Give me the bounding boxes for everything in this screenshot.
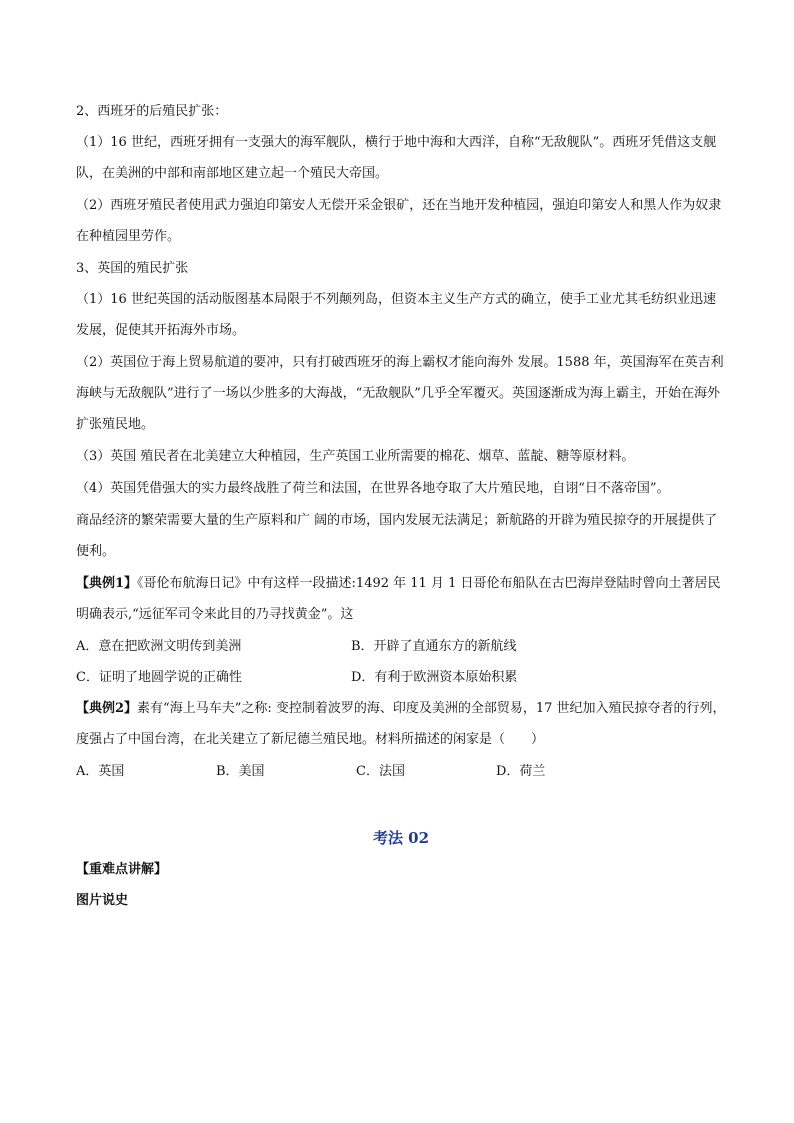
example-2 [76,693,726,755]
spain-paragraph-2: （2）西班牙殖民者使用武力强迫印第安人无偿开采金银矿，还在当地开发种植园，强迫印第安人和黑人作为奴隶在种植园里劳作。 [76,198,722,244]
spain-paragraph-1: （1）16 世纪，西班牙拥有一支强大的海军舰队，横行于地中海和大西洋，自称“无敌舰队”。西班牙凭借这支舰队，在美洲的中部和南部地区建立起一个殖民大帝国。 [76,135,717,181]
example-1-option-d: D．有利于欧洲资本原始积累 [351,670,518,685]
britain-paragraph-3: （3）英国 殖民者在北美建立大种植园，生产英国工业所需要的棉花、烟草、蓝靛、糖等原材料。 [76,449,635,464]
example-2-option-d: D．荷兰 [496,764,546,779]
section-subtitle: 图片说史 [76,893,129,908]
britain-paragraph-1: （1）16 世纪英国的活动版图基本局限于不列颠列岛，但资本主义生产方式的确立，使手工业尤其毛纺织业迅速发展，促使其开拓海外市场。 [76,292,716,338]
example-2-option-b: B．美国 [216,764,265,779]
section-subhead: 【重难点讲解】 [76,862,168,877]
britain-paragraph-4: （4）英国凭借强大的实力最终战胜了荷兰和法国，在世界各地夺取了大片殖民地，自诩“日不落帝国”。 [76,481,670,496]
example-1-options-row-2 [76,662,726,693]
britain-paragraph-2: （2）英国位于海上贸易航道的要冲，只有打破西班牙的海上霸权才能向海外 发展。1588 年，英国海军在英吉利海峡与无敌舰队”进行了一场以少胜多的大海战，“无敌舰队”几乎全军覆灭。英国逐渐成为海上霸主，开始在海外扩张殖民地。 [76,355,724,432]
example-1 [76,568,726,630]
example-2-options-row [76,756,726,787]
example-1-options-row-1 [76,631,726,662]
britain-heading: 3、英国的殖民扩张 [76,261,189,276]
example-1-tag: 【典例1】 [76,576,138,591]
example-1-text: 《哥伦布航海日记》中有这样一段描述:1492 年 11 月 1 日哥伦布船队在古巴海岸登陆时曾向土著居民明确表示,“远征军司令来此目的乃寻找黄金”。这 [76,576,721,622]
example-2-option-a: A．英国 [76,764,125,779]
example-2-option-c: C．法国 [356,764,405,779]
example-2-text: 素有“海上马车夫”之称: 变控制着波罗的海、印度及美洲的全部贸易，17 世纪加入殖民掠夺者的行列，度强占了中国台湾，在北关建立了新尼德兰殖民地。材料所描述的闲家是（ ） [76,701,726,747]
example-2-tag: 【典例2】 [76,701,138,716]
example-1-option-b: B．开辟了直通东方的新航线 [351,639,517,654]
section-title: 考法 02 [372,829,430,847]
example-1-option-c: C．证明了地圆学说的正确性 [76,670,242,685]
spain-heading: 2、西班牙的后殖民扩张： [76,104,228,119]
page-content [76,96,726,916]
britain-summary: 商品经济的繁荣需要大量的生产原料和广 阔的市场，国内发展无法满足；新航路的开辟为殖民掠夺的开展提供了便利。 [76,513,718,559]
example-1-option-a: A．意在把欧洲文明传到美洲 [76,639,242,654]
